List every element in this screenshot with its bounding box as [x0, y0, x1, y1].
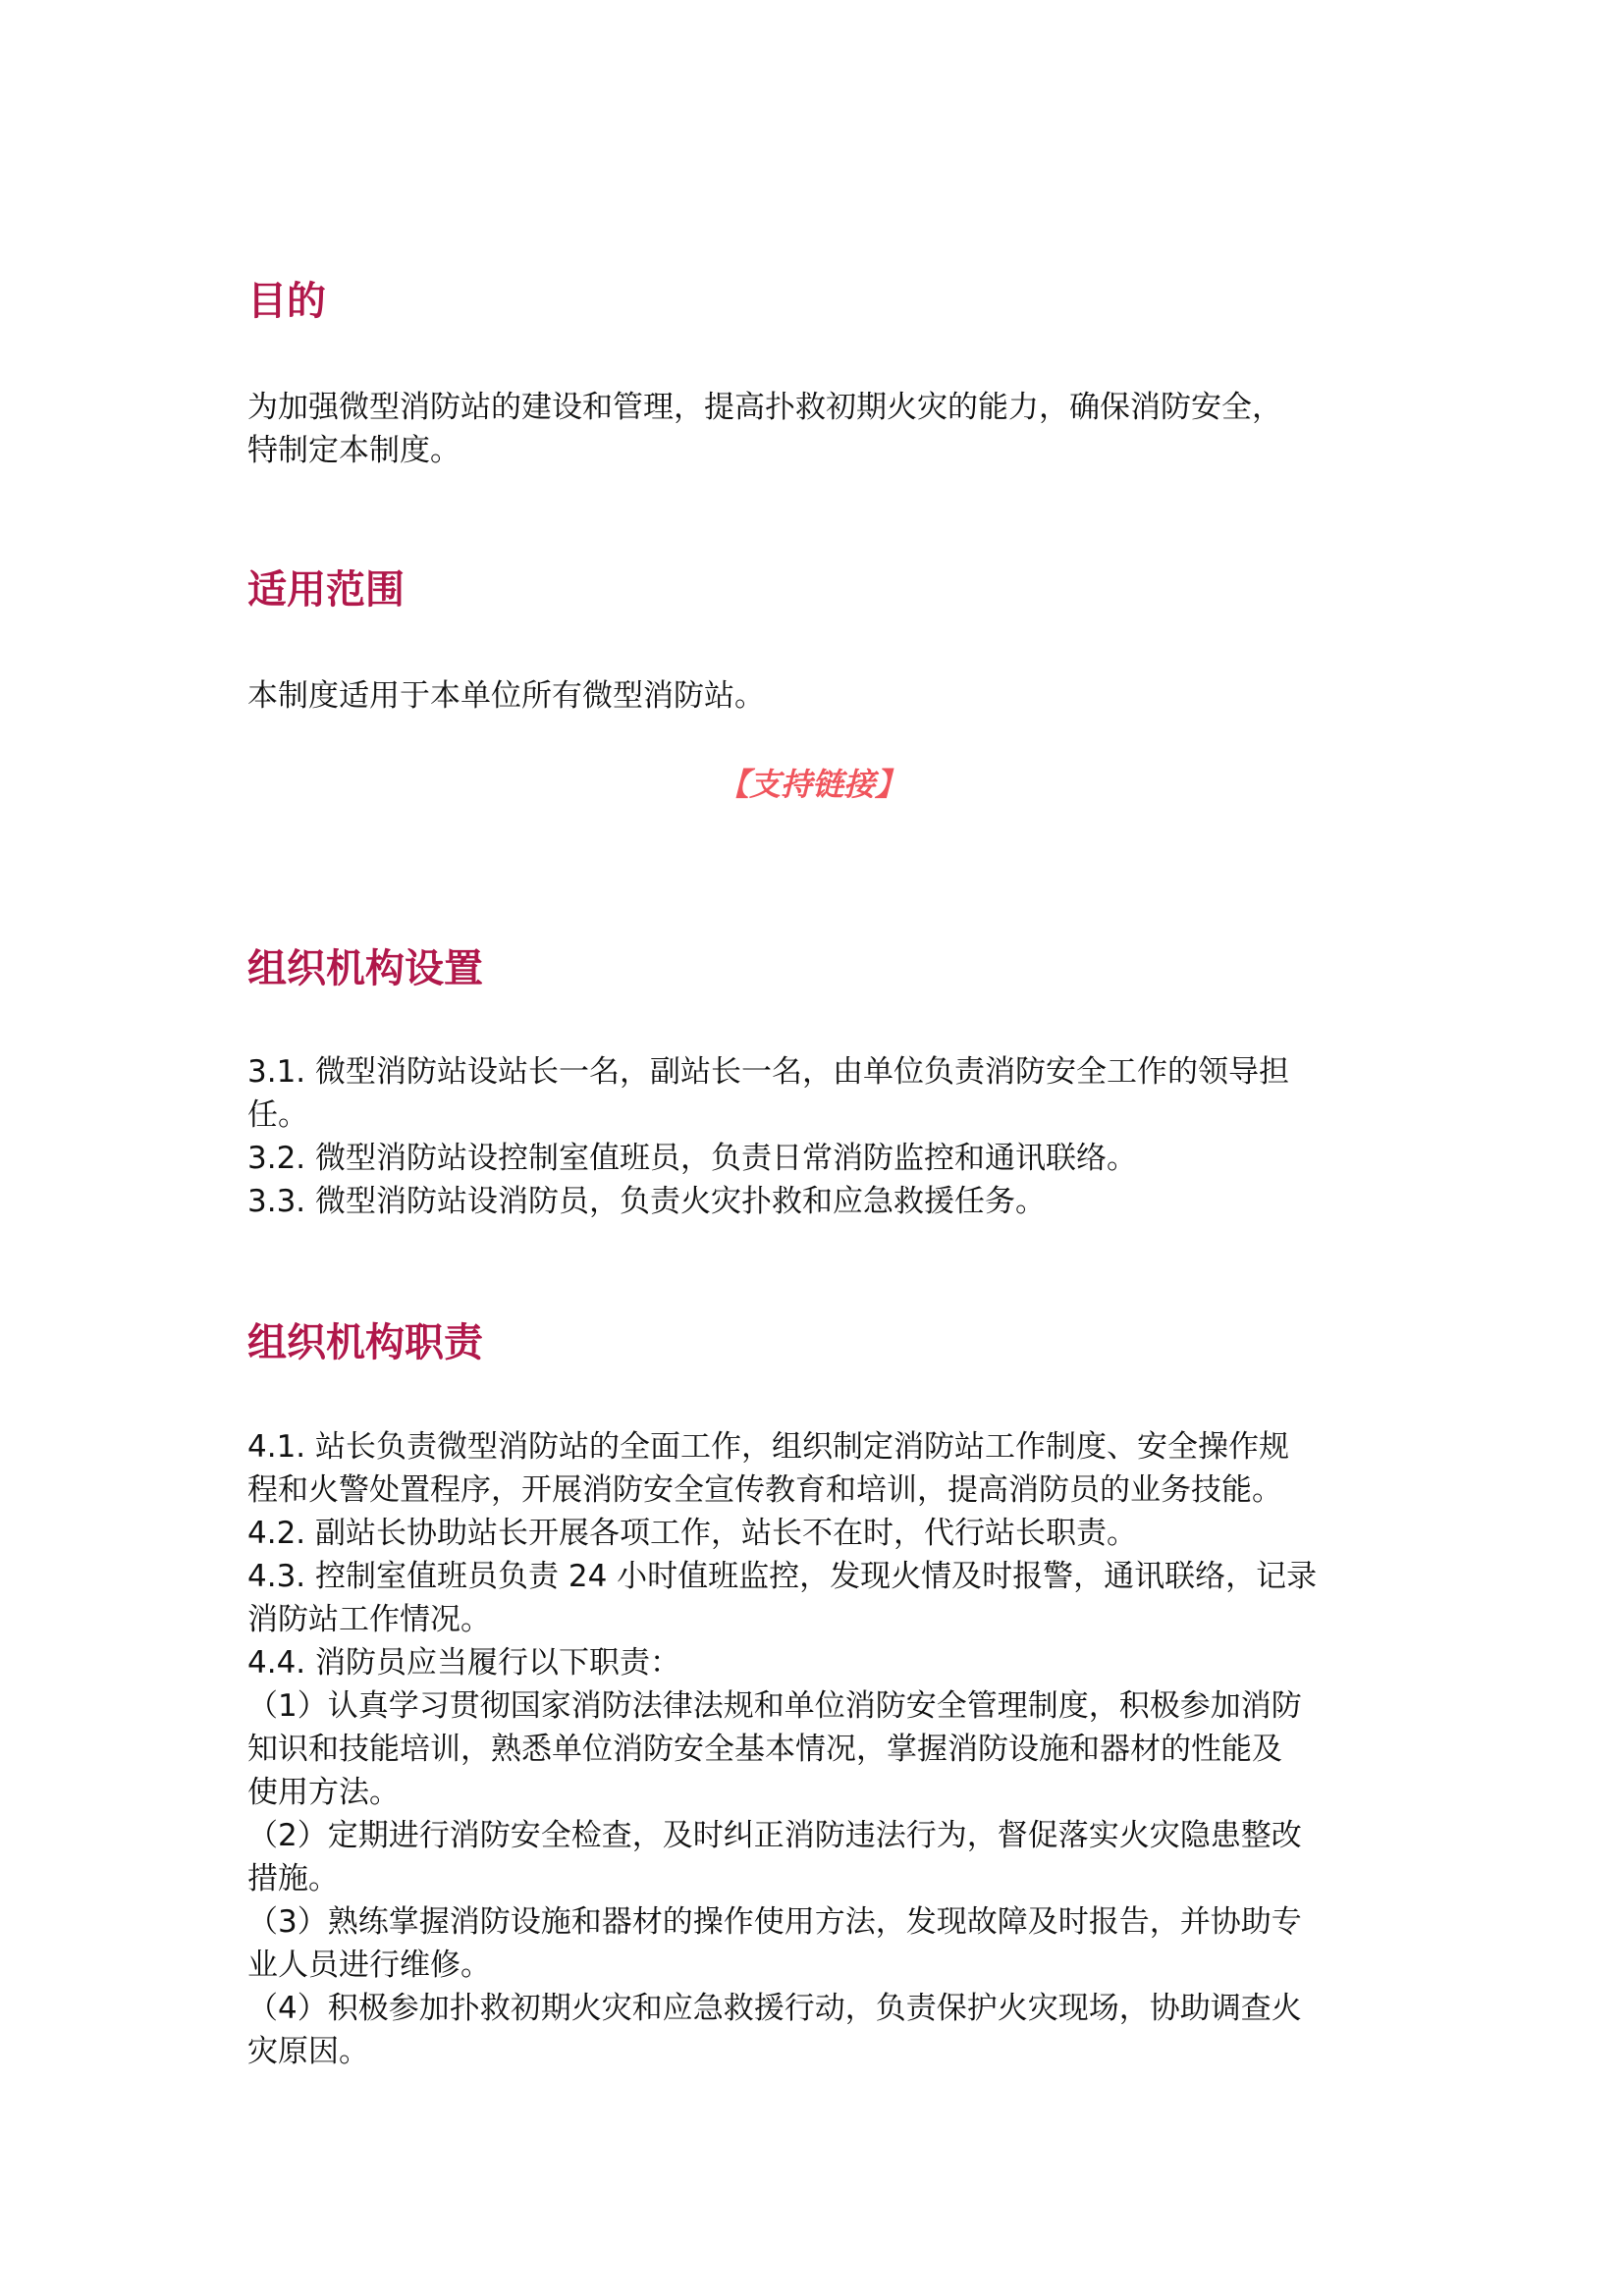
- text-line: 任。: [247, 1097, 308, 1133]
- text-line: 灾原因。: [247, 2034, 369, 2069]
- text-line: 3.3. 微型消防站设消防员，负责火灾扑救和应急救援任务。: [247, 1184, 1047, 1219]
- heading-org-setup: 组织机构设置: [247, 946, 483, 991]
- text-line: 4.4. 消防员应当履行以下职责：: [247, 1645, 681, 1681]
- paragraph-org-duties: [247, 1425, 1396, 2073]
- heading-purpose: 目的: [247, 279, 326, 324]
- paragraph-scope: [247, 674, 1396, 718]
- text-line: 4.1. 站长负责微型消防站的全面工作，组织制定消防站工作制度、安全操作规: [247, 1429, 1290, 1465]
- text-line: 4.3. 控制室值班员负责 24 小时值班监控，发现火情及时报警，通讯联络，记录: [247, 1559, 1318, 1594]
- text-line: 程和火警处置程序，开展消防安全宣传教育和培训，提高消防员的业务技能。: [247, 1472, 1282, 1508]
- text-line: 为加强微型消防站的建设和管理，提高扑救初期火灾的能力，确保消防安全，: [247, 390, 1282, 425]
- text-line: 使用方法。: [247, 1775, 400, 1810]
- heading-org-duties: 组织机构职责: [247, 1320, 483, 1365]
- text-line: 特制定本制度。: [247, 433, 460, 468]
- text-line: 4.2. 副站长协助站长开展各项工作，站长不在时，代行站长职责。: [247, 1516, 1138, 1551]
- text-line: 知识和技能培训，熟悉单位消防安全基本情况，掌握消防设施和器材的性能及: [247, 1732, 1282, 1767]
- text-line: （3）熟练掌握消防设施和器材的操作使用方法，发现故障及时报告，并协助专: [247, 1904, 1302, 1940]
- paragraph-org-setup: [247, 1050, 1396, 1223]
- text-line: 消防站工作情况。: [247, 1602, 491, 1637]
- text-line: 3.2. 微型消防站设控制室值班员，负责日常消防监控和通讯联络。: [247, 1141, 1138, 1176]
- heading-scope: 适用范围: [247, 567, 405, 613]
- text-line: 3.1. 微型消防站设站长一名，副站长一名，由单位负责消防安全工作的领导担: [247, 1054, 1290, 1090]
- text-line: 业人员进行维修。: [247, 1948, 491, 1983]
- text-line: （1）认真学习贯彻国家消防法律法规和单位消防安全管理制度，积极参加消防: [247, 1688, 1302, 1724]
- text-line: 本制度适用于本单位所有微型消防站。: [247, 678, 765, 714]
- text-line: 措施。: [247, 1861, 339, 1896]
- paragraph-purpose: [247, 386, 1396, 472]
- text-line: （2）定期进行消防安全检查，及时纠正消防违法行为，督促落实火灾隐患整改: [247, 1818, 1302, 1853]
- text-line: （4）积极参加扑救初期火灾和应急救援行动，负责保护火灾现场，协助调查火: [247, 1991, 1302, 2026]
- support-link[interactable]: 【支持链接】: [717, 766, 906, 803]
